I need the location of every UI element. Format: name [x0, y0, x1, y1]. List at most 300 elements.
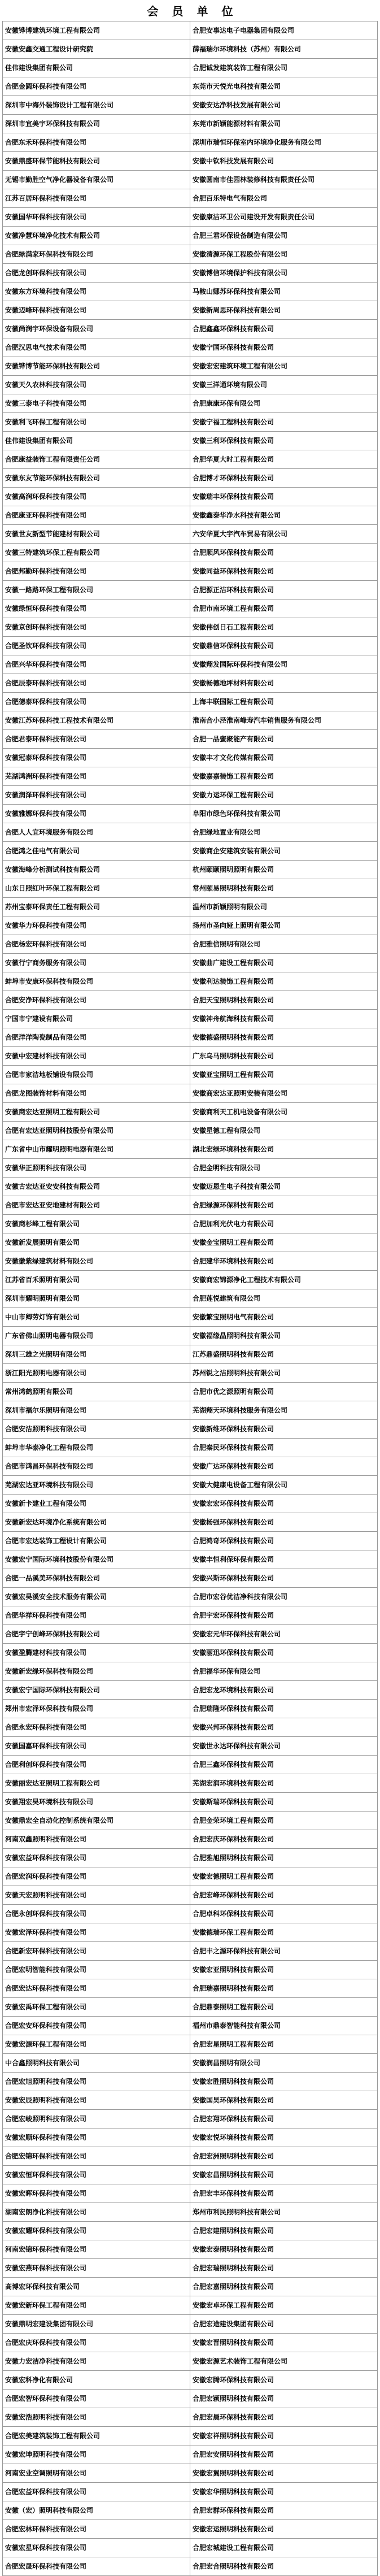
member-name-right: 合肥绿地置业有限公司	[190, 823, 377, 841]
member-row	[3, 823, 377, 842]
member-name-left: 安徽宏新环保工程有限公司	[5, 2301, 87, 2309]
member-name-left: 合肥宏林环保科技有限公司	[5, 2525, 87, 2533]
member-name-right: 安徽宏泰照明科技有限公司	[190, 2240, 377, 2258]
member-name-left: 安徽宏星环保科技有限公司	[5, 2544, 87, 2552]
member-row	[3, 1383, 377, 1401]
member-name-left: 合肥德泰环保科技有限公司	[5, 698, 87, 706]
member-row	[3, 898, 377, 916]
member-row	[3, 805, 377, 823]
member-row	[3, 2557, 377, 2576]
member-row	[3, 1178, 377, 1196]
member-name-right: 合肥宏群环保科技有限公司	[190, 2501, 377, 2519]
member-name-left: 安徽中宏建材科技有限公司	[5, 1052, 87, 1060]
member-name-left: 合肥宏益环保科技有限公司	[5, 2488, 87, 2496]
member-name-left: 安徽宏辰照明科技有限公司	[5, 2096, 87, 2104]
member-row	[3, 2091, 377, 2110]
member-name-left: 湖南宏朗净化科技有限公司	[5, 2208, 87, 2216]
member-row	[3, 2128, 377, 2147]
member-name-right: 合肥宏瑞照明科技有限公司	[190, 2259, 377, 2277]
member-name-right: 合肥市优之源照明有限公司	[190, 1383, 377, 1401]
member-name-left: 常州鸿鹤照明有限公司	[5, 1388, 73, 1396]
member-row	[3, 1942, 377, 1961]
member-name-right: 合肥卓科环保科技有限公司	[190, 1905, 377, 1923]
member-name-right: 安徽宁福工程科技有限公司	[190, 413, 377, 431]
member-name-right: 安徽三利环保科技有限公司	[190, 432, 377, 450]
member-name-right: 安徽安达净科技发展有限公司	[190, 96, 377, 114]
member-name-right: 合肥宇宏环保科技有限公司	[190, 1606, 377, 1624]
member-name-right: 安徽宏宏环保科技有限公司	[190, 1495, 377, 1513]
member-row	[3, 40, 377, 59]
member-row	[3, 954, 377, 972]
member-name-left: 河南双鑫照明科技有限公司	[5, 1835, 87, 1843]
member-name-left: 安徽鼎明宏建设集团有限公司	[5, 2320, 94, 2328]
member-row	[3, 730, 377, 749]
member-row	[3, 935, 377, 954]
member-row	[3, 1569, 377, 1588]
member-row	[3, 2296, 377, 2315]
member-name-right: 安徽世永达环保科技有限公司	[190, 1737, 377, 1755]
member-name-left: 安徽绿恒环保科技有限公司	[5, 605, 87, 612]
member-name-right: 常州颐易照明科技有限公司	[190, 879, 377, 897]
member-name-left: 安徽力宏洁净科技有限公司	[5, 2357, 87, 2365]
member-name-left: 浙江阳光照明电器有限公司	[5, 1369, 87, 1377]
member-name-left: 深圳市福尔乐照明有限公司	[5, 1406, 87, 1414]
member-row	[3, 152, 377, 171]
member-name-left: 合肥华祥环保科技有限公司	[5, 1611, 87, 1619]
member-name-left: 合肥市家洁地板铺设有限公司	[5, 1071, 94, 1079]
member-name-right: 湖北宏绿环境科技有限公司	[190, 1140, 377, 1158]
member-name-right: 安徽嘉嘉装饰工程有限公司	[190, 767, 377, 785]
member-name-right: 合肥雅旭照明科技有限公司	[190, 1849, 377, 1867]
member-row	[3, 227, 377, 245]
member-name-right: 安徽神舟航海科技有限公司	[190, 1010, 377, 1028]
member-name-right: 安徽宏胜照明科技有限公司	[190, 2073, 377, 2091]
member-name-left: 安徽鼎盛环保节能科技有限公司	[5, 157, 101, 165]
member-row	[3, 2017, 377, 2035]
member-name-right: 安徽宏德照明工程有限公司	[190, 1867, 377, 1886]
member-row	[3, 1066, 377, 1084]
member-name-left: 合肥洋洋陶瓷制品有限公司	[5, 1033, 87, 1041]
member-name-left: 安徽华正照明科技有限公司	[5, 1164, 87, 1172]
member-name-left: 合肥东禾环保科技有限公司	[5, 138, 87, 146]
member-row	[3, 1364, 377, 1383]
member-row	[3, 525, 377, 544]
member-row	[3, 2240, 377, 2259]
member-name-left: 合肥宏锦环保科技有限公司	[5, 2152, 87, 2160]
member-row	[3, 96, 377, 115]
member-name-right: 合肥宏晨环保科技有限公司	[190, 2408, 377, 2426]
member-name-right: 安徽鑫泰华净水科技有限公司	[190, 506, 377, 524]
member-name-right: 合肥宏建照明科技有限公司	[190, 2222, 377, 2240]
member-row	[3, 2501, 377, 2520]
member-row	[3, 1103, 377, 1122]
member-row	[3, 1849, 377, 1867]
member-name-right: 安徽丽迅环保科技有限公司	[190, 1644, 377, 1662]
member-row	[3, 1644, 377, 1662]
member-name-left: 安徽宏禹环保工程有限公司	[5, 2003, 87, 2011]
member-name-right: 安徽繁宝照明电气有限公司	[190, 1308, 377, 1326]
member-name-left: 深圳三雄之光照明有限公司	[5, 1350, 87, 1358]
member-row	[3, 2278, 377, 2296]
member-name-left: 安徽新宏绿环保科技有限公司	[5, 1667, 94, 1675]
member-name-right: 合肥三鑫环保科技有限公司	[190, 1756, 377, 1774]
member-name-left: 安徽安鑫交通工程设计研究院	[5, 45, 94, 53]
member-name-left: 安徽宏科净化有限公司	[5, 2376, 73, 2384]
member-name-right: 郑州市利民照明科技有限公司	[190, 2203, 377, 2221]
member-name-right: 安徽同益环保科技有限公司	[190, 562, 377, 580]
member-name-right: 合肥宏嘉照明科技有限公司	[190, 2278, 377, 2296]
member-name-left: 安徽华力环保科技有限公司	[5, 922, 87, 929]
member-name-right: 安徽迈恩生电子科技有限公司	[190, 1178, 377, 1196]
member-name-left: 江苏百居环保科技有限公司	[5, 194, 87, 202]
member-name-right: 安徽星德工程有限公司	[190, 1122, 377, 1140]
member-name-left: 深圳市中海外装饰设计工程有限公司	[5, 101, 114, 109]
member-name-right: 合肥市南环境工程有限公司	[190, 600, 377, 618]
member-name-right: 安徽宏悦环境科技有限公司	[190, 2128, 377, 2147]
member-row	[3, 77, 377, 96]
member-name-left: 安徽铧博建筑环境工程有限公司	[5, 27, 101, 34]
member-name-left: 安徽徽紫绿建筑材料有限公司	[5, 1257, 94, 1265]
member-row	[3, 1420, 377, 1439]
member-name-left: 安徽鼎宏全自动化控制系统有限公司	[5, 1817, 114, 1825]
member-list-page	[2, 2, 378, 2576]
member-name-left: 合肥辰泰环保科技有限公司	[5, 679, 87, 687]
member-name-right: 合肥秦民环保科技有限公司	[190, 1439, 377, 1457]
member-name-right: 安徽三洋通环境有限公司	[190, 376, 377, 394]
member-row	[3, 1084, 377, 1103]
member-name-left: 苏州宝泰环保责任工程有限公司	[5, 903, 101, 911]
member-name-right: 安徽金宝照明工程有限公司	[190, 1233, 377, 1252]
member-name-left: 佳伟建设集团有限公司	[5, 437, 73, 445]
member-name-right: 安徽兴邦环保科技有限公司	[190, 1718, 377, 1736]
member-name-right: 合肥宏合照明科技有限公司	[190, 2557, 377, 2575]
member-name-right: 安徽瑞丰环保科技有限公司	[190, 488, 377, 506]
member-name-right: 扬州市圣向娅上照明有限公司	[190, 916, 377, 935]
member-name-right: 合肥金荣环境工程有限公司	[190, 1812, 377, 1830]
member-row	[3, 2539, 377, 2557]
member-name-right: 合肥绿源环保科技有限公司	[190, 1196, 377, 1214]
member-name-right: 安徽利达装饰工程有限公司	[190, 972, 377, 991]
member-name-left: 广东省中山市耀明照明电器有限公司	[5, 1145, 114, 1153]
member-name-right: 安徽宏源艺术装饰工程有限公司	[190, 2352, 377, 2370]
member-row	[3, 1513, 377, 1532]
member-name-left: 合肥永创环保科技有限公司	[5, 1910, 87, 1918]
member-name-left: 合肥龙创环保科技有限公司	[5, 269, 87, 277]
member-name-right: 安徽宏祥照明科技有限公司	[190, 2427, 377, 2445]
member-name-right: 安徽宁国环保科技有限公司	[190, 338, 377, 357]
member-name-left: 郑州市宏泽环保科技有限公司	[5, 1705, 94, 1713]
member-name-left: 深圳市宜美宇环保科技有限公司	[5, 120, 101, 128]
member-name-left: 合肥汉思电气技术有限公司	[5, 344, 87, 351]
member-row	[3, 544, 377, 562]
member-name-right: 合肥宏庆环保科技有限公司	[190, 1830, 377, 1848]
member-name-right: 合肥宏翔环保科技有限公司	[190, 2110, 377, 2128]
member-name-left: 合肥宏旭照明科技有限公司	[5, 2078, 87, 2086]
member-name-right: 安徽宏亚照明科技有限公司	[190, 1961, 377, 1979]
member-name-left: 安徽宏恒环保科技有限公司	[5, 2171, 87, 2179]
member-name-right: 安徽斯瑞环保科技有限公司	[190, 1793, 377, 1811]
member-name-right: 安徽宏运照明科技有限公司	[190, 2520, 377, 2538]
member-row	[3, 1289, 377, 1308]
member-row	[3, 618, 377, 637]
member-name-left: 安徽迈峰环保科技有限公司	[5, 306, 87, 314]
member-row	[3, 450, 377, 469]
member-row	[3, 338, 377, 357]
member-name-right: 合肥鑫鑫环保科技有限公司	[190, 320, 377, 338]
member-name-right: 合肥莲悦建筑有限公司	[190, 1289, 377, 1307]
member-name-right: 安徽兴斯环保科技有限公司	[190, 1569, 377, 1587]
member-row	[3, 245, 377, 264]
member-row	[3, 972, 377, 991]
member-name-left: 安徽京创环保科技有限公司	[5, 623, 87, 631]
member-name-right: 合肥市宏谷优洁净科技有限公司	[190, 1588, 377, 1606]
member-name-left: 合肥君泰环保科技有限公司	[5, 735, 87, 743]
member-row	[3, 2054, 377, 2073]
member-row	[3, 2110, 377, 2128]
member-row	[3, 916, 377, 935]
member-row	[3, 1867, 377, 1886]
member-name-right: 安徽宏昌照明科技有限公司	[190, 2166, 377, 2184]
member-name-left: 安徽宏晖环保科技有限公司	[5, 2190, 87, 2197]
member-name-left: 合肥安净环保科技有限公司	[5, 996, 87, 1004]
member-row	[3, 2334, 377, 2352]
member-name-right: 安徽亚宝照明工程有限公司	[190, 1066, 377, 1084]
member-name-right: 东莞市天悦光电科技有限公司	[190, 77, 377, 95]
member-name-left: 安徽新卡建业工程有限公司	[5, 1500, 87, 1508]
member-name-right: 芜湖翔天环境科技服务有限公司	[190, 1401, 377, 1419]
member-name-left: 合肥宏安环保科技有限公司	[5, 2022, 87, 2030]
member-name-right: 合肥一品蜜聚能产有限公司	[190, 730, 377, 748]
member-row	[3, 1662, 377, 1681]
member-name-left: 合肥宇宁创峰环保科技有限公司	[5, 1630, 101, 1638]
member-name-right: 合肥瑞隆环保科技有限公司	[190, 1700, 377, 1718]
member-name-right: 合肥华夏大时工程有限公司	[190, 450, 377, 468]
member-row	[3, 208, 377, 227]
member-name-left: 安徽国嘉环保科技有限公司	[5, 1742, 87, 1750]
member-name-right: 合肥康康环保有限公司	[190, 394, 377, 412]
member-name-right: 安徽商利天工机电设备有限公司	[190, 1103, 377, 1121]
member-name-right: 苏州锐之洁照明科技有限公司	[190, 1364, 377, 1382]
member-row	[3, 171, 377, 189]
member-name-right: 合肥安事达电子电器集团有限公司	[190, 21, 377, 40]
member-name-right: 安徽宏卓环保工程有限公司	[190, 2296, 377, 2314]
member-name-right: 安徽宏翼照明科技有限公司	[190, 2464, 377, 2482]
member-row	[3, 1700, 377, 1718]
member-row	[3, 749, 377, 767]
member-row	[3, 879, 377, 898]
member-row	[3, 2184, 377, 2203]
member-row	[3, 2073, 377, 2091]
member-table	[2, 21, 378, 2576]
member-name-right: 安徽德盛照明科技有限公司	[190, 1028, 377, 1046]
member-name-left: 安徽宏坤照明科技有限公司	[5, 2451, 87, 2458]
member-row	[3, 1793, 377, 1812]
member-name-left: 安徽宏昊溪安全技术服务有限公司	[5, 1593, 107, 1601]
member-row	[3, 1140, 377, 1159]
member-row	[3, 1812, 377, 1830]
member-name-left: 合肥人人宜环境服务有限公司	[5, 828, 94, 836]
member-name-left: 安徽高润环保科技有限公司	[5, 493, 87, 501]
member-name-right: 合肥福华环保有限公司	[190, 1662, 377, 1680]
member-name-left: 合肥宏晟环保科技有限公司	[5, 2562, 87, 2570]
member-name-left: 安徽海峰分析测试科技有限公司	[5, 866, 101, 874]
member-row	[3, 1345, 377, 1364]
member-row	[3, 1233, 377, 1252]
member-name-right: 安徽博信环境保护科技有限公司	[190, 264, 377, 282]
member-name-right: 安徽商宏达亚照明安装有限公司	[190, 1084, 377, 1102]
member-row	[3, 2390, 377, 2408]
member-row	[3, 711, 377, 730]
member-name-left: 安徽（宏）照明科技有限公司	[5, 2507, 94, 2514]
member-name-right: 合肥诚发建筑装饰工程有限公司	[190, 59, 377, 77]
member-row	[3, 432, 377, 450]
member-row	[3, 2315, 377, 2334]
member-name-right: 安徽康洁环卫公司建设开发有限责任公司	[190, 208, 377, 226]
member-name-left: 安徽一路路环保工程有限公司	[5, 586, 94, 594]
member-name-right: 合肥宏洲照明科技有限公司	[190, 2147, 377, 2165]
member-name-left: 合肥宏达环保科技有限公司	[5, 1984, 87, 1992]
member-row	[3, 1532, 377, 1550]
member-name-left: 安徽丽宏达亚照明工程有限公司	[5, 1779, 101, 1787]
member-name-right: 合肥宏城建设工程有限公司	[190, 2539, 377, 2557]
member-name-left: 合肥圣钦环保科技有限公司	[5, 642, 87, 650]
member-name-left: 合肥一品溪美环保科技有限公司	[5, 1574, 101, 1582]
member-name-left: 合肥鸿之佳电气有限公司	[5, 847, 80, 855]
member-row	[3, 2352, 377, 2371]
member-row	[3, 1886, 377, 1905]
member-row	[3, 1457, 377, 1476]
member-name-left: 合肥兴华环保科技有限公司	[5, 661, 87, 668]
member-name-left: 安徽江苏环保科技工程技术有限公司	[5, 716, 114, 724]
member-name-left: 安徽宏燕环保科技有限公司	[5, 2264, 87, 2272]
member-row	[3, 1327, 377, 1345]
member-name-left: 深圳市耀明照明有限公司	[5, 1294, 80, 1302]
member-row	[3, 2222, 377, 2240]
member-row	[3, 1495, 377, 1513]
member-name-left: 中合鑫照明科技有限公司	[5, 2059, 80, 2067]
member-name-left: 江苏省百禾照明有限公司	[5, 1276, 80, 1284]
member-name-right: 安徽宏宏建筑环境工程有限公司	[190, 357, 377, 375]
member-name-right: 合肥宏安照明科技有限公司	[190, 2445, 377, 2464]
member-row	[3, 189, 377, 208]
member-row	[3, 1998, 377, 2017]
member-row	[3, 115, 377, 133]
member-name-right: 合肥瑞嘉照明科技有限公司	[190, 1979, 377, 1997]
member-row	[3, 488, 377, 506]
member-name-left: 高博宏环保科技有限公司	[5, 2283, 80, 2291]
member-row	[3, 786, 377, 805]
member-name-right: 上海丰联国际工程有限公司	[190, 693, 377, 711]
member-name-right: 深圳市瑞恒环保室内环境净化服务有限公司	[190, 133, 377, 151]
member-row	[3, 506, 377, 525]
member-name-left: 安徽宏耀环保科技有限公司	[5, 2227, 87, 2235]
member-row	[3, 1774, 377, 1793]
member-name-left: 合肥邦勤环保科技有限公司	[5, 567, 87, 575]
member-name-right: 合肥宏丰环保科技有限公司	[190, 2184, 377, 2203]
member-row	[3, 1010, 377, 1028]
member-row	[3, 357, 377, 376]
member-name-right: 马鞍山娜苏环保科技有限公司	[190, 283, 377, 301]
member-name-left: 佳伟建设集团有限公司	[5, 64, 73, 72]
member-name-left: 河南宏业空调照明有限公司	[5, 2469, 87, 2477]
member-name-right: 六安华夏大宇汽车贸易有限公司	[190, 525, 377, 543]
member-name-right: 安徽宏晋照明科技有限公司	[190, 2334, 377, 2352]
member-row	[3, 1588, 377, 1606]
member-name-left: 合肥绿满家环保科技有限公司	[5, 250, 94, 258]
member-name-left: 合肥市宏达亚安地建材有限公司	[5, 1201, 101, 1209]
member-row	[3, 1756, 377, 1774]
member-row	[3, 264, 377, 283]
member-row	[3, 842, 377, 861]
member-name-right: 安徽中钦科技发展有限公司	[190, 152, 377, 170]
member-name-right: 合肥宏颖照明科技有限公司	[190, 2390, 377, 2408]
member-name-right: 安徽商宏锦源净化工程技术有限公司	[190, 1271, 377, 1289]
member-name-right: 合肥宏峰环保科技有限公司	[190, 1886, 377, 1904]
member-row	[3, 1308, 377, 1327]
member-name-left: 合肥永宏环保科技有限公司	[5, 1723, 87, 1731]
member-name-left: 合肥市宏达装饰工程设计有限公司	[5, 1537, 107, 1545]
member-name-right: 合肥博才环保科技有限公司	[190, 469, 377, 487]
member-row	[3, 655, 377, 674]
member-name-left: 安徽行宁商务服务有限公司	[5, 959, 87, 967]
member-row	[3, 1830, 377, 1849]
member-row	[3, 674, 377, 693]
member-row	[3, 1196, 377, 1215]
member-name-right: 合肥宏星照明工程有限公司	[190, 2035, 377, 2053]
member-row	[3, 1737, 377, 1756]
member-row	[3, 1979, 377, 1998]
member-name-left: 安徽利飞环保工程有限公司	[5, 418, 87, 426]
member-name-left: 安徽冠泰环保科技有限公司	[5, 754, 87, 762]
member-name-right: 薛福瑞尔环境科技（苏州）有限公司	[190, 40, 377, 58]
member-name-right: 合肥建华环境科技有限公司	[190, 1252, 377, 1270]
member-name-right: 安徽丰才文化传媒有限公司	[190, 749, 377, 767]
member-row	[3, 2408, 377, 2427]
member-name-right: 合肥丰之源环保科技有限公司	[190, 1942, 377, 1960]
member-name-right: 安徽力运环保工程有限公司	[190, 786, 377, 804]
member-name-left: 合肥杨宏环保科技有限公司	[5, 940, 87, 948]
member-name-right: 安徽福缘晶照明科技有限公司	[190, 1327, 377, 1345]
member-row	[3, 320, 377, 338]
member-name-left: 合肥宏明智能科技有限公司	[5, 1966, 87, 1974]
member-name-right: 淮南合小泾淮南峰寿汽车销售服务有限公司	[190, 711, 377, 729]
member-name-left: 安徽商宏达亚照明工程有限公司	[5, 1108, 101, 1116]
member-row	[3, 2445, 377, 2464]
member-name-right: 合肥三君环保设备制造有限公司	[190, 227, 377, 245]
member-name-left: 安徽尚润宇环保设备有限公司	[5, 325, 94, 333]
member-row	[3, 1252, 377, 1271]
member-name-left: 合肥龙图装饰材料有限公司	[5, 1089, 87, 1097]
member-row	[3, 1159, 377, 1178]
member-row	[3, 2035, 377, 2054]
member-name-left: 宁国市宁建设有限公司	[5, 1015, 73, 1023]
member-row	[3, 1923, 377, 1942]
member-name-left: 合肥宏美建筑装饰工程有限公司	[5, 2432, 101, 2440]
member-row	[3, 2427, 377, 2445]
member-row	[3, 2147, 377, 2166]
member-name-right: 安徽新周思环保科技有限公司	[190, 301, 377, 319]
member-row	[3, 394, 377, 413]
member-row	[3, 301, 377, 320]
member-name-right: 合肥源正洁环科技有限公司	[190, 581, 377, 599]
member-name-right: 安徽鼎信环保科技有限公司	[190, 637, 377, 655]
member-name-left: 安徽古宏达亚安安科技有限公司	[5, 1183, 101, 1191]
member-name-right: 安徽丰恒利保环保有限公司	[190, 1550, 377, 1569]
member-name-right: 合肥雅信照明有限公司	[190, 935, 377, 953]
member-name-left: 安徽雅娜环保科技有限公司	[5, 810, 87, 818]
member-name-left: 安徽宏源环保工程有限公司	[5, 2040, 87, 2048]
member-name-right: 安徽圆南市佳园林装修科技有限责任公司	[190, 171, 377, 189]
